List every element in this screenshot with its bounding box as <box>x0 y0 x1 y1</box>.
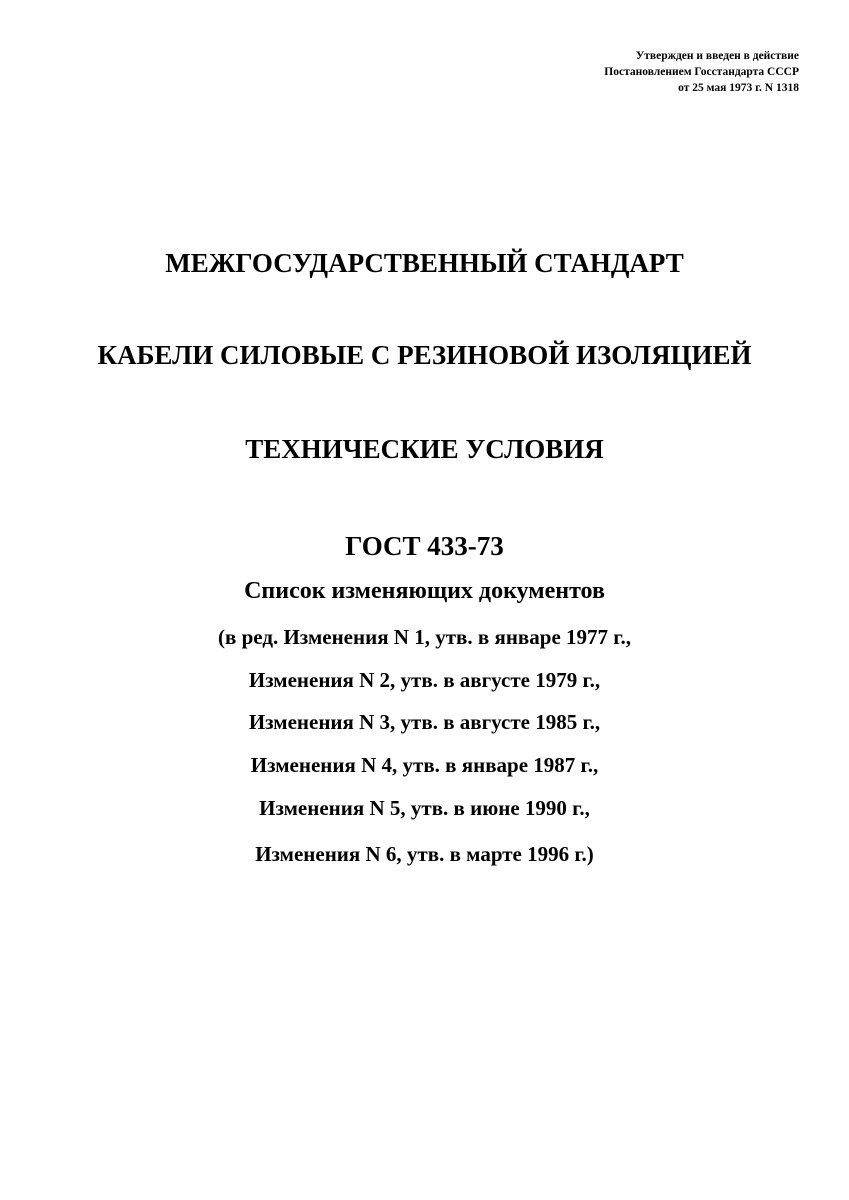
amendment-line: Изменения N 3, утв. в августе 1985 г., <box>248 710 601 734</box>
amendment-line: Изменения N 6, утв. в марте 1996 г.) <box>255 842 594 866</box>
approval-notice <box>604 48 799 96</box>
document-title: КАБЕЛИ СИЛОВЫЕ С РЕЗИНОВОЙ ИЗОЛЯЦИЕЙ <box>97 340 752 370</box>
approval-line: Утвержден и введен в действие <box>635 50 799 62</box>
amendment-line: Изменения N 4, утв. в январе 1987 г., <box>250 753 599 777</box>
approval-line: Постановлением Госстандарта СССР <box>604 66 799 78</box>
amendment-line: Изменения N 2, утв. в августе 1979 г., <box>248 668 601 692</box>
amendment-line: Изменения N 5, утв. в июне 1990 г., <box>259 796 590 820</box>
gost-designation: ГОСТ 433-73 <box>345 531 504 561</box>
standard-type-heading: МЕЖГОСУДАРСТВЕННЫЙ СТАНДАРТ <box>165 248 684 278</box>
document-subtitle: ТЕХНИЧЕСКИЕ УСЛОВИЯ <box>245 434 604 464</box>
approval-line: от 25 мая 1973 г. N 1318 <box>678 82 799 94</box>
amendments-heading: Список изменяющих документов <box>244 578 605 604</box>
amendment-line: (в ред. Изменения N 1, утв. в январе 1977 г., <box>218 625 631 649</box>
